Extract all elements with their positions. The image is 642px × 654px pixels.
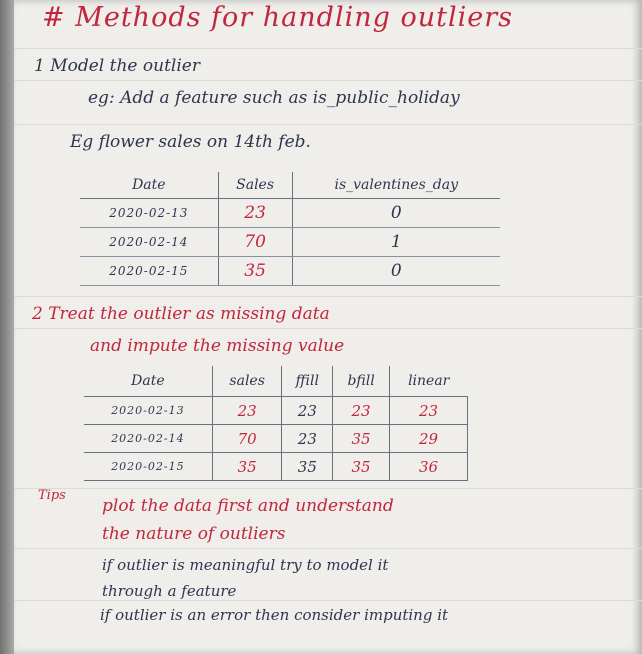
tip-line-1: plot the data first and understand — [102, 496, 394, 516]
cell-bfill: 35 — [333, 425, 390, 453]
column-header-linear: linear — [389, 366, 467, 397]
notebook-binding — [0, 0, 14, 654]
table-header-row — [80, 172, 500, 199]
cell-linear: 23 — [389, 397, 467, 425]
cell-sales: 23 — [218, 199, 292, 228]
table-row — [84, 425, 468, 453]
cell-sales: 35 — [218, 257, 292, 286]
column-header-ffill: ffill — [282, 366, 333, 397]
table-row — [80, 257, 500, 286]
cell-date: 2020-02-15 — [80, 257, 218, 286]
cell-date: 2020-02-13 — [84, 397, 212, 425]
cell-sales: 70 — [212, 425, 282, 453]
cell-ffill: 23 — [282, 425, 333, 453]
cell-flag: 0 — [292, 257, 500, 286]
imputation-table — [84, 366, 468, 481]
cell-flag: 0 — [292, 199, 500, 228]
cell-bfill: 35 — [333, 453, 390, 481]
cell-sales: 35 — [212, 453, 282, 481]
table-row — [80, 199, 500, 228]
column-header-is-valentines-day: is_valentines_day — [292, 172, 500, 199]
cell-linear: 36 — [389, 453, 467, 481]
cell-flag: 1 — [292, 228, 500, 257]
method-2-line-1: 2 Treat the outlier as missing data — [32, 304, 330, 324]
tip-line-4: through a feature — [102, 582, 237, 600]
cell-date: 2020-02-14 — [80, 228, 218, 257]
cell-date: 2020-02-13 — [80, 199, 218, 228]
method-1-example-2: Eg flower sales on 14th feb. — [70, 132, 311, 152]
method-2-line-2: and impute the missing value — [90, 336, 345, 356]
cell-bfill: 23 — [333, 397, 390, 425]
column-header-sales: Sales — [218, 172, 292, 199]
cell-date: 2020-02-14 — [84, 425, 212, 453]
cell-linear: 29 — [389, 425, 467, 453]
tip-line-2: the nature of outliers — [102, 524, 286, 544]
cell-ffill: 23 — [282, 397, 333, 425]
column-header-date: Date — [84, 366, 212, 397]
page-heading: # Methods for handling outliers — [42, 2, 513, 33]
table-row — [84, 453, 468, 481]
method-1-title: 1 Model the outlier — [34, 56, 200, 76]
column-header-sales: sales — [212, 366, 282, 397]
column-header-date: Date — [80, 172, 218, 199]
table-header-row — [84, 366, 468, 397]
table-row — [84, 397, 468, 425]
table-row — [80, 228, 500, 257]
method-1-example-1: eg: Add a feature such as is_public_holiday — [88, 88, 460, 108]
tips-label: Tips — [38, 488, 66, 503]
tip-line-3: if outlier is meaningful try to model it — [102, 556, 389, 574]
cell-ffill: 35 — [282, 453, 333, 481]
cell-sales: 23 — [212, 397, 282, 425]
valentines-feature-table — [80, 172, 500, 286]
column-header-bfill: bfill — [333, 366, 390, 397]
cell-date: 2020-02-15 — [84, 453, 212, 481]
cell-sales: 70 — [218, 228, 292, 257]
tip-line-5: if outlier is an error then consider imputing it — [100, 606, 449, 624]
